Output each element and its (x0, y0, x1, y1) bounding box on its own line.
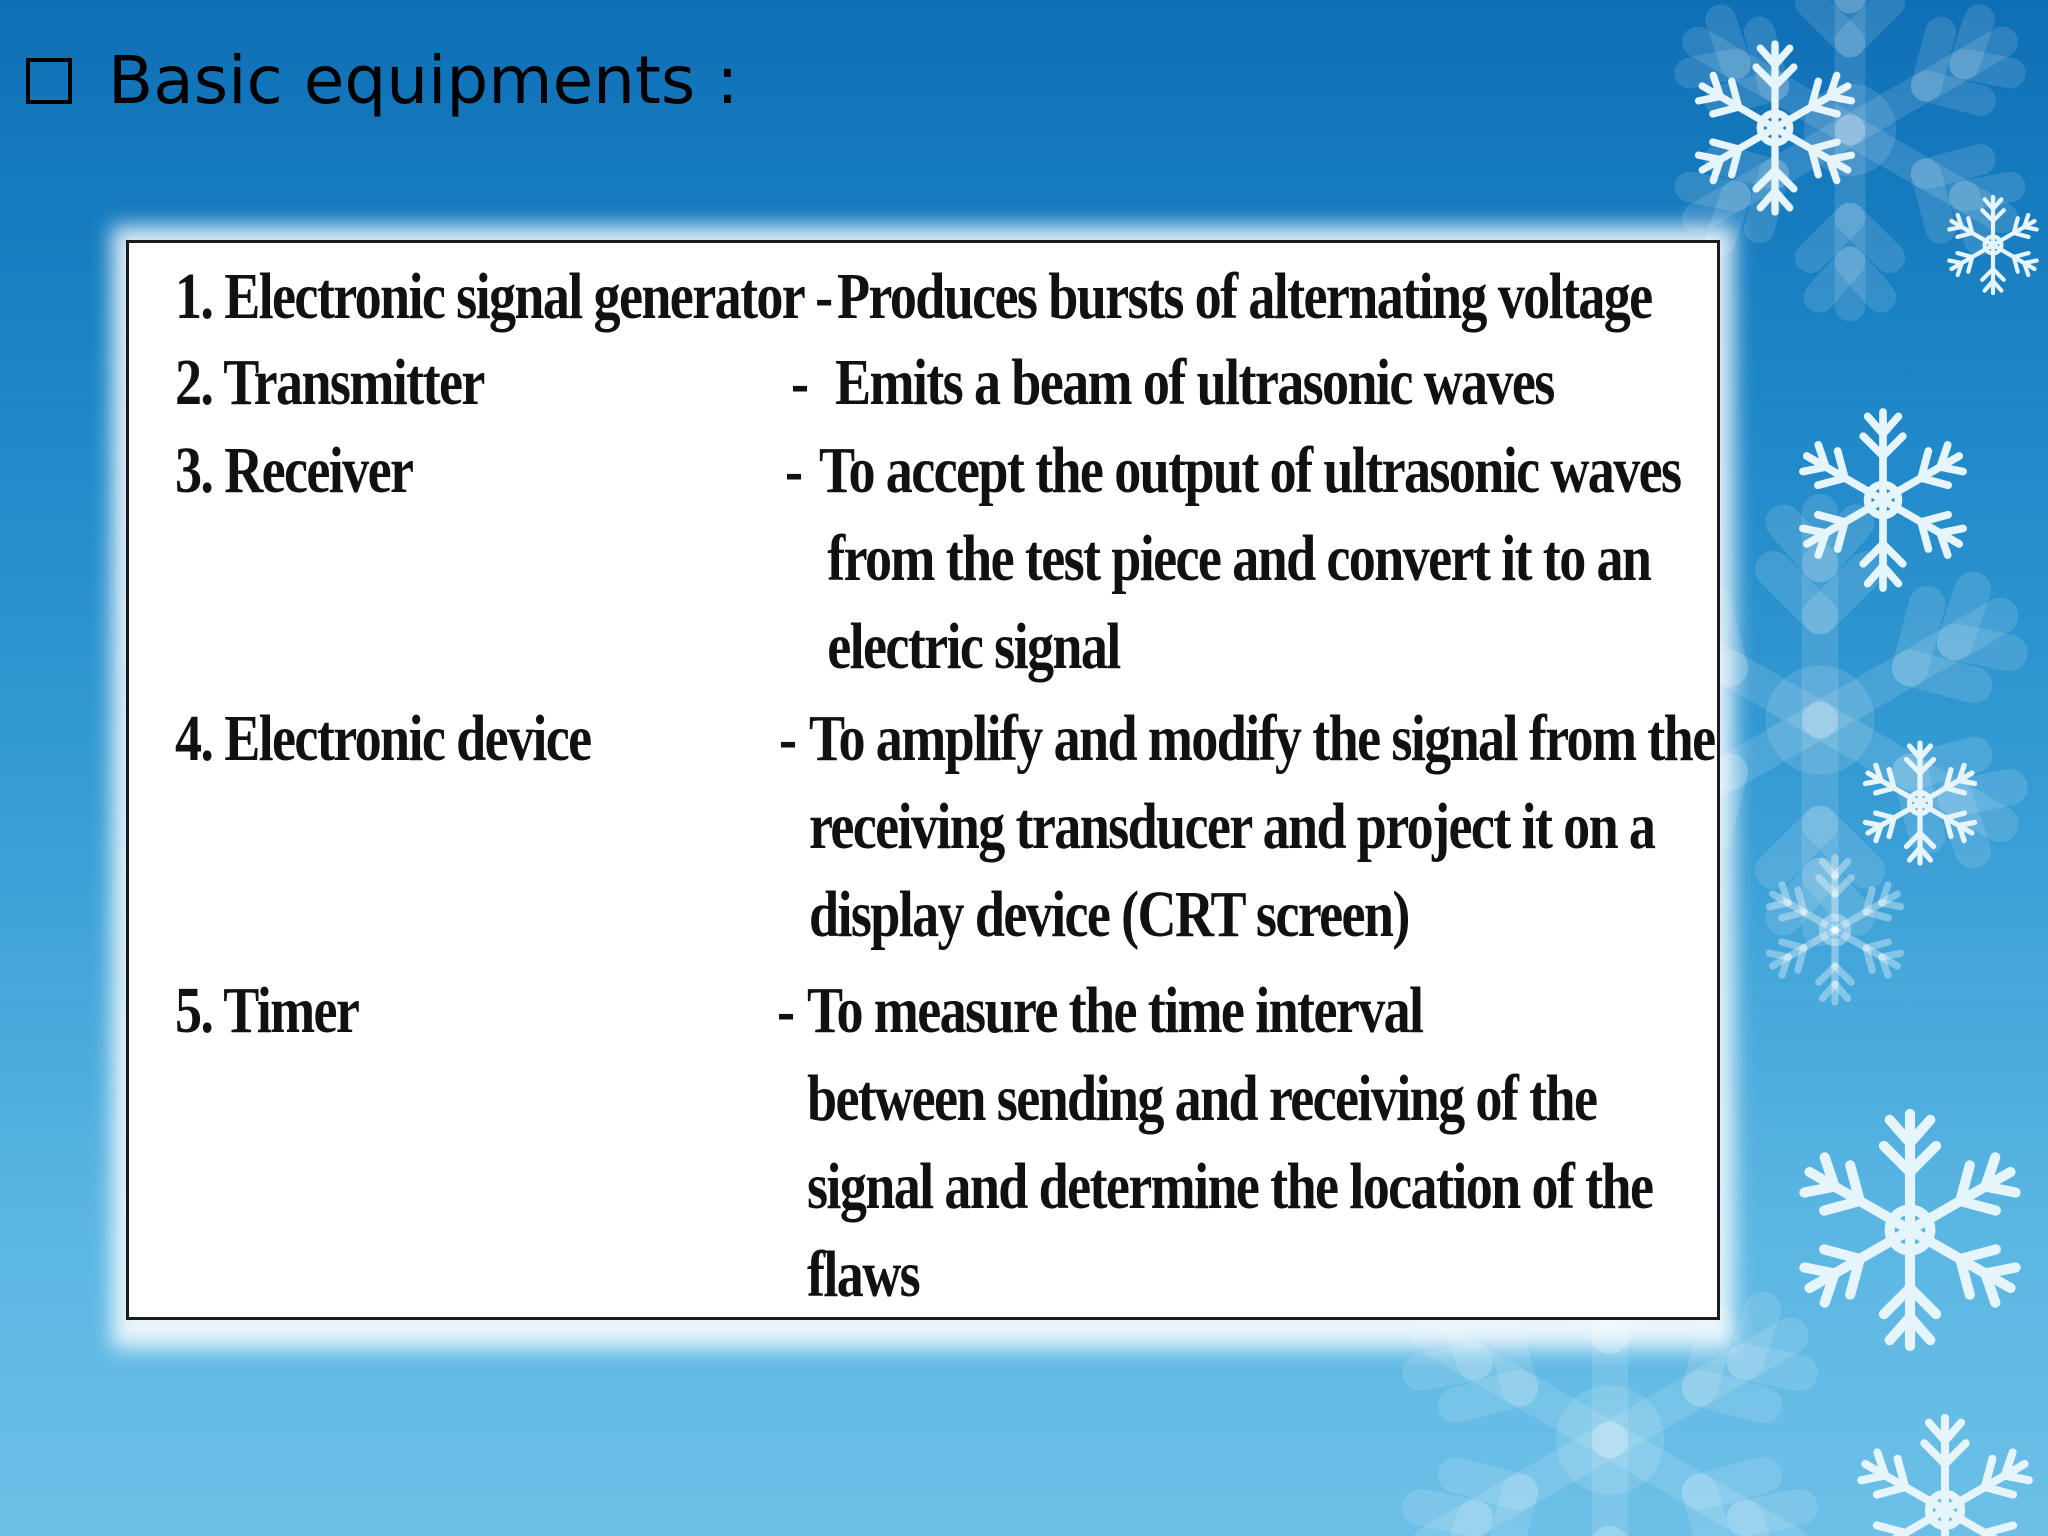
equipment-item-1-description: Produces bursts of alternating voltage (837, 260, 1652, 333)
equipment-item-2-name: 2. Transmitter (175, 346, 484, 419)
equipment-item-5-name: 5. Timer (175, 974, 359, 1047)
equipment-item-2-description: Emits a beam of ultrasonic waves (835, 346, 1554, 419)
equipment-item-1-name: 1. Electronic signal generator - (175, 260, 832, 333)
equipment-item-3-description: To accept the output of ultrasonic waves from the test piece and convert it to an electric signal (819, 434, 1681, 683)
equipment-item-4-description: To amplify and modify the signal from the receiving transducer and project it on a display device (CRT screen) (809, 702, 1715, 951)
slide-title-text: Basic equipments : (108, 42, 739, 119)
equipment-item-4-name: 4. Electronic device (175, 702, 591, 775)
equipment-item-3-dash: - (785, 434, 802, 507)
equipment-item-2-dash: - (791, 346, 808, 419)
snowflake-icon (1796, 1114, 2023, 1346)
equipment-item-4-dash: - (779, 702, 796, 775)
equipment-item-5-description: To measure the time interval between sending and receiving of the signal and determine the location of the flaws (807, 974, 1653, 1311)
equipment-item-3-name: 3. Receiver (175, 434, 413, 507)
slide-title (26, 42, 738, 119)
checkbox-square-icon (26, 58, 72, 104)
snowflake-icon (1855, 1418, 2035, 1536)
equipment-item-5-dash: - (777, 974, 794, 1047)
equipment-panel (126, 240, 1720, 1320)
